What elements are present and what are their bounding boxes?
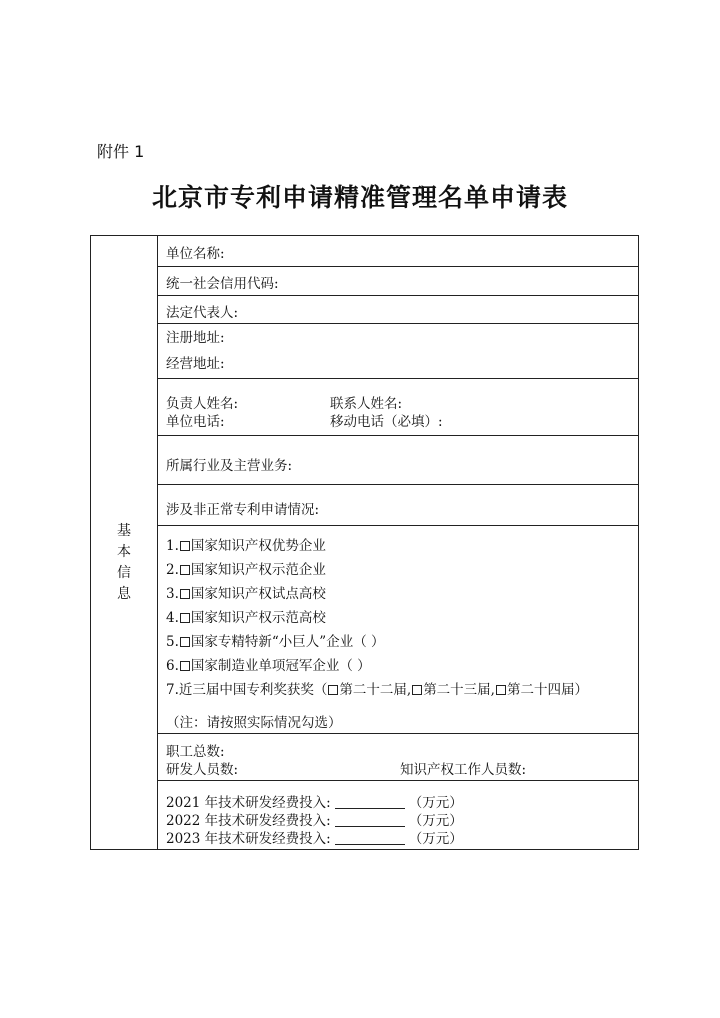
- unit-name-field[interactable]: 单位名称:: [166, 246, 225, 262]
- option-label: 7.近三届中国专利奖获奖（: [166, 682, 328, 698]
- row-industry: [158, 436, 638, 485]
- option-6: [166, 654, 371, 674]
- row-address: [158, 324, 638, 379]
- selection-note: （注：请按照实际情况勾选）: [166, 715, 342, 731]
- biz-address-field[interactable]: 经营地址:: [166, 356, 225, 372]
- row-rd-investment: [158, 781, 638, 849]
- option-label: 国家专精特新“小巨人”企业（ ）: [190, 634, 385, 650]
- unit-label: （万元）: [408, 795, 463, 811]
- award-23-label: 第二十三届,: [423, 682, 495, 698]
- option-2: [166, 558, 326, 578]
- checkbox-icon[interactable]: [180, 589, 190, 599]
- ip-staff-field[interactable]: 知识产权工作人员数:: [400, 762, 527, 778]
- option-number: 5.: [166, 634, 179, 650]
- credit-code-field[interactable]: 统一社会信用代码:: [166, 276, 279, 292]
- option-number: 3.: [166, 586, 179, 602]
- section-label-char: 基: [117, 523, 131, 539]
- option-label: 国家知识产权示范企业: [190, 562, 326, 578]
- section-label-basic-info: [91, 521, 157, 605]
- person-in-charge-field[interactable]: 负责人姓名:: [166, 396, 239, 412]
- option-number: 6.: [166, 658, 179, 674]
- investment-label: 2023 年技术研发经费投入:: [166, 831, 331, 847]
- option-label: 国家知识产权试点高校: [190, 586, 326, 602]
- award-22-label: 第二十二届,: [339, 682, 412, 698]
- reg-address-field[interactable]: 注册地址:: [166, 330, 225, 346]
- checkbox-icon[interactable]: [180, 613, 190, 623]
- row-abnormal: [158, 485, 638, 526]
- section-label-char: 信: [117, 565, 131, 581]
- investment-label: 2022 年技术研发经费投入:: [166, 813, 331, 829]
- application-form-table: [90, 235, 639, 850]
- industry-field[interactable]: 所属行业及主营业务:: [166, 458, 293, 474]
- investment-input[interactable]: [335, 796, 405, 809]
- investment-2023: [166, 827, 463, 847]
- unit-phone-field[interactable]: 单位电话:: [166, 414, 225, 430]
- legal-rep-field[interactable]: 法定代表人:: [166, 305, 239, 321]
- investment-input[interactable]: [335, 814, 405, 827]
- checkbox-icon[interactable]: [412, 685, 422, 695]
- investment-2022: [166, 809, 463, 829]
- checkbox-icon[interactable]: [180, 661, 190, 671]
- option-4: [166, 606, 326, 626]
- checkbox-icon[interactable]: [328, 685, 338, 695]
- option-number: 2.: [166, 562, 179, 578]
- investment-input[interactable]: [335, 832, 405, 845]
- award-24-label: 第二十四届）: [506, 682, 588, 698]
- investment-label: 2021 年技术研发经费投入:: [166, 795, 331, 811]
- contact-name-field[interactable]: 联系人姓名:: [330, 396, 403, 412]
- abnormal-application-field[interactable]: 涉及非正常专利申请情况:: [166, 502, 320, 518]
- form-title: 北京市专利申请精准管理名单申请表: [151, 183, 568, 212]
- section-label-char: 息: [117, 586, 131, 602]
- option-label: 国家知识产权示范高校: [190, 610, 326, 626]
- section-label-char: 本: [117, 544, 131, 560]
- option-label: 国家知识产权优势企业: [190, 538, 326, 554]
- checkbox-icon[interactable]: [496, 685, 506, 695]
- attachment-label: 附件 1: [97, 142, 145, 161]
- row-staff: [158, 734, 638, 781]
- row-unit-name: [158, 236, 638, 267]
- rd-staff-field[interactable]: 研发人员数:: [166, 762, 239, 778]
- option-3: [166, 582, 326, 602]
- checkbox-icon[interactable]: [180, 565, 190, 575]
- unit-label: （万元）: [408, 831, 463, 847]
- investment-2021: [166, 791, 463, 811]
- section-label-column: [91, 236, 158, 849]
- option-5: [166, 630, 385, 650]
- mobile-phone-field[interactable]: 移动电话（必填）:: [330, 414, 443, 430]
- row-qualifications: [158, 526, 638, 734]
- checkbox-icon[interactable]: [180, 637, 190, 647]
- option-number: 4.: [166, 610, 179, 626]
- option-1: [166, 534, 326, 554]
- unit-label: （万元）: [408, 813, 463, 829]
- row-contacts: [158, 379, 638, 436]
- option-number: 1.: [166, 538, 179, 554]
- option-7: [166, 678, 588, 698]
- checkbox-icon[interactable]: [180, 541, 190, 551]
- total-staff-field[interactable]: 职工总数:: [166, 744, 225, 760]
- option-label: 国家制造业单项冠军企业（ ）: [190, 658, 371, 674]
- row-credit-code: [158, 267, 638, 296]
- row-legal-rep: [158, 296, 638, 324]
